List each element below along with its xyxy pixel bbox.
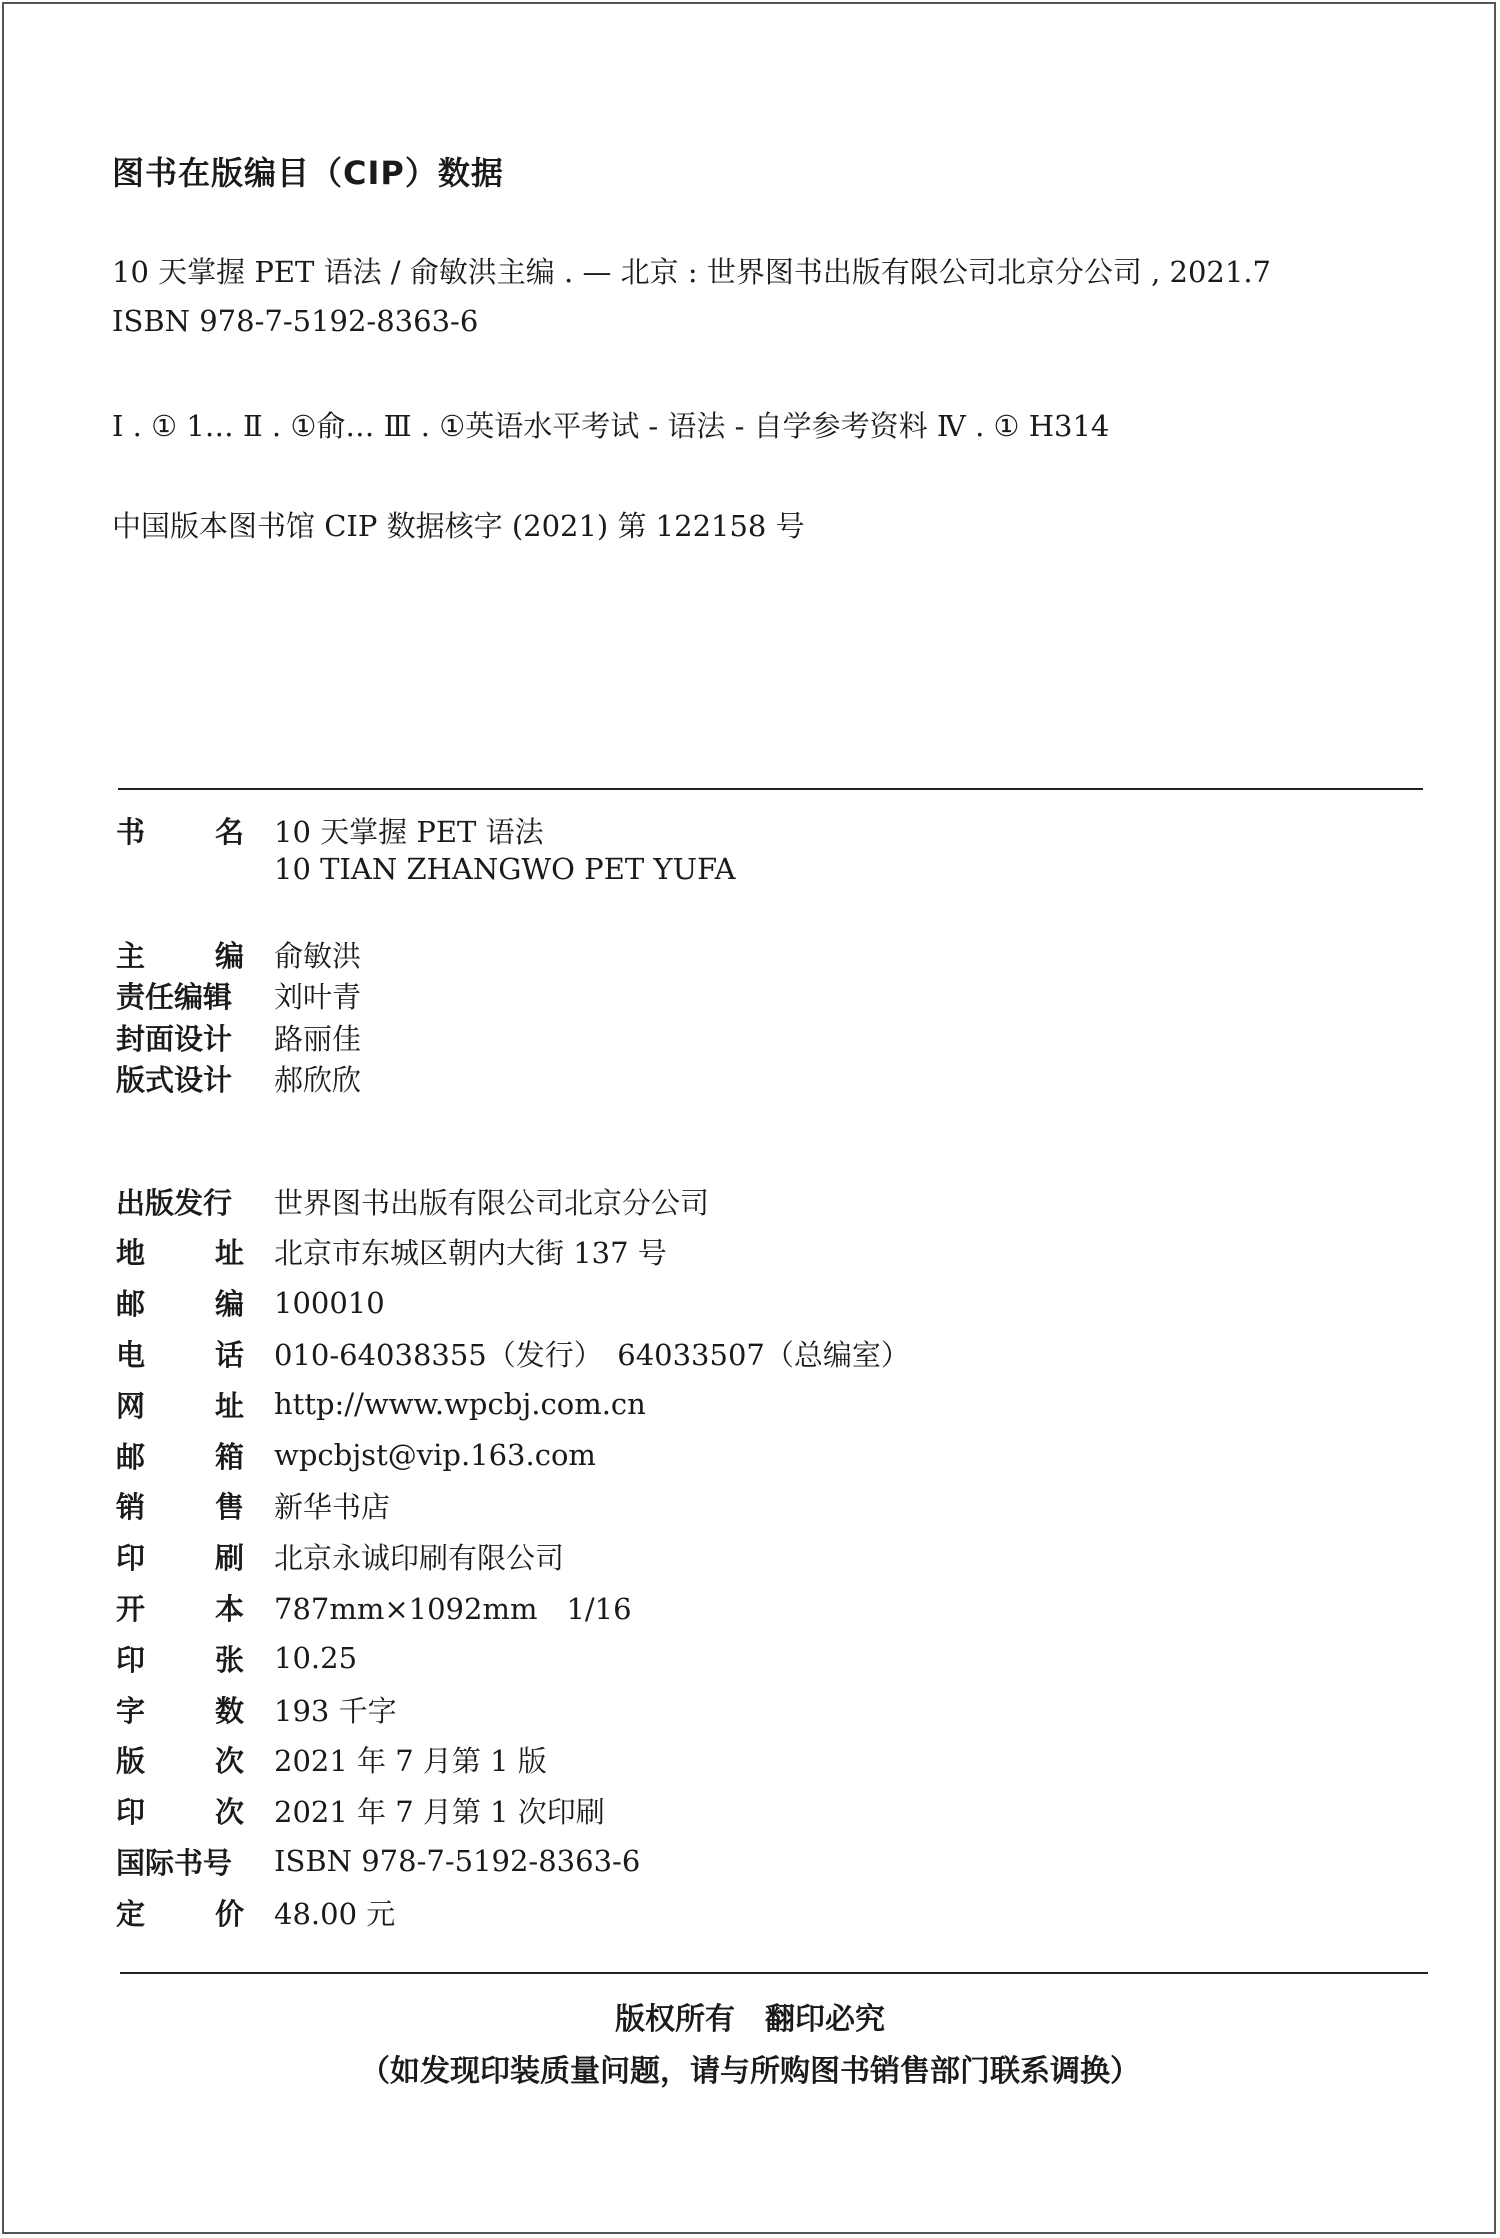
field-value: 北京市东城区朝内大街 137 号	[274, 1236, 667, 1271]
book-title-pinyin: 10 TIAN ZHANGWO PET YUFA	[274, 852, 736, 886]
field-label: 字 数	[116, 1693, 244, 1728]
publication-row	[116, 1232, 667, 1272]
publication-row	[116, 1333, 910, 1373]
field-value: 北京永诚印刷有限公司	[274, 1541, 565, 1576]
field-label: 定 价	[116, 1896, 244, 1931]
publication-row	[116, 1689, 397, 1729]
field-value: http://www.wpcbj.com.cn	[274, 1387, 646, 1422]
editors-row	[116, 976, 361, 1016]
field-value: 787mm×1092mm 1/16	[274, 1591, 632, 1626]
field-label: 印 次	[116, 1795, 244, 1830]
field-label: 网 址	[116, 1388, 244, 1423]
field-value: 2021 年 7 月第 1 次印刷	[274, 1795, 605, 1830]
field-label: 版 次	[116, 1744, 244, 1779]
book-title-row	[116, 810, 544, 850]
field-label: 版式设计	[116, 1063, 233, 1097]
field-value: ISBN 978-7-5192-8363-6	[274, 1844, 641, 1879]
publication-row	[116, 1791, 605, 1831]
publication-row	[116, 1638, 357, 1678]
editors-row	[116, 934, 361, 974]
field-label: 印 张	[116, 1642, 244, 1677]
field-label: 出版发行	[116, 1185, 233, 1220]
cip-record-number: 中国版本图书馆 CIP 数据核字 (2021) 第 122158 号	[112, 509, 805, 543]
publication-row	[116, 1181, 709, 1221]
field-value: 刘叶青	[274, 980, 362, 1014]
book-title-cn: 10 天掌握 PET 语法	[274, 814, 544, 849]
field-label: 销 售	[116, 1490, 244, 1525]
field-value: 193 千字	[274, 1693, 397, 1728]
editors-row	[116, 1059, 361, 1099]
publication-row	[116, 1841, 640, 1881]
publication-row	[116, 1384, 646, 1424]
top-divider	[118, 788, 1423, 790]
publication-row	[116, 1283, 385, 1323]
exchange-notice: （如发现印装质量问题，请与所购图书销售部门联系调换）	[360, 2054, 1140, 2089]
field-label: 封面设计	[116, 1021, 233, 1056]
publication-row	[116, 1892, 395, 1932]
field-label: 电 话	[116, 1337, 244, 1372]
field-label: 主 编	[116, 938, 244, 973]
publication-row	[116, 1587, 632, 1627]
field-label: 邮 编	[116, 1287, 244, 1322]
field-label: 国际书号	[116, 1845, 233, 1880]
field-value: 新华书店	[274, 1490, 391, 1525]
publication-row	[116, 1537, 564, 1577]
publication-row	[116, 1486, 390, 1526]
field-label: 印 刷	[116, 1541, 244, 1576]
field-label: 开 本	[116, 1591, 244, 1626]
field-value: 俞敏洪	[274, 938, 362, 973]
book-title-label: 书 名	[116, 814, 244, 849]
rights-notice: 版权所有 翻印必究	[615, 2002, 885, 2037]
cip-title: 图书在版编目（CIP）数据	[112, 154, 504, 192]
field-value: 100010	[274, 1285, 385, 1320]
cip-bibliographic-line: 10 天掌握 PET 语法 / 俞敏洪主编 . — 北京 : 世界图书出版有限公司北京分公司 , 2021.7	[112, 255, 1271, 289]
publication-row	[116, 1740, 547, 1780]
field-value: 郝欣欣	[274, 1063, 362, 1097]
cip-classification: Ⅰ . ① 1… Ⅱ . ①俞… Ⅲ . ①英语水平考试 - 语法 - 自学参考资料 Ⅳ . ① H314	[112, 409, 1110, 443]
field-label: 责任编辑	[116, 980, 233, 1014]
publication-row	[116, 1435, 596, 1475]
field-value: 010-64038355（发行） 64033507（总编室）	[274, 1337, 910, 1372]
field-value: 48.00 元	[274, 1896, 396, 1931]
field-value: 2021 年 7 月第 1 版	[274, 1744, 547, 1779]
editors-row	[116, 1017, 361, 1057]
cip-isbn: ISBN 978-7-5192-8363-6	[112, 304, 479, 338]
field-label: 地 址	[116, 1236, 244, 1271]
field-label: 邮 箱	[116, 1439, 244, 1474]
field-value: wpcbjst@vip.163.com	[274, 1438, 596, 1472]
field-value: 世界图书出版有限公司北京分公司	[274, 1185, 710, 1220]
bottom-divider	[120, 1972, 1428, 1974]
field-value: 路丽佳	[274, 1021, 362, 1056]
field-value: 10.25	[274, 1641, 358, 1676]
